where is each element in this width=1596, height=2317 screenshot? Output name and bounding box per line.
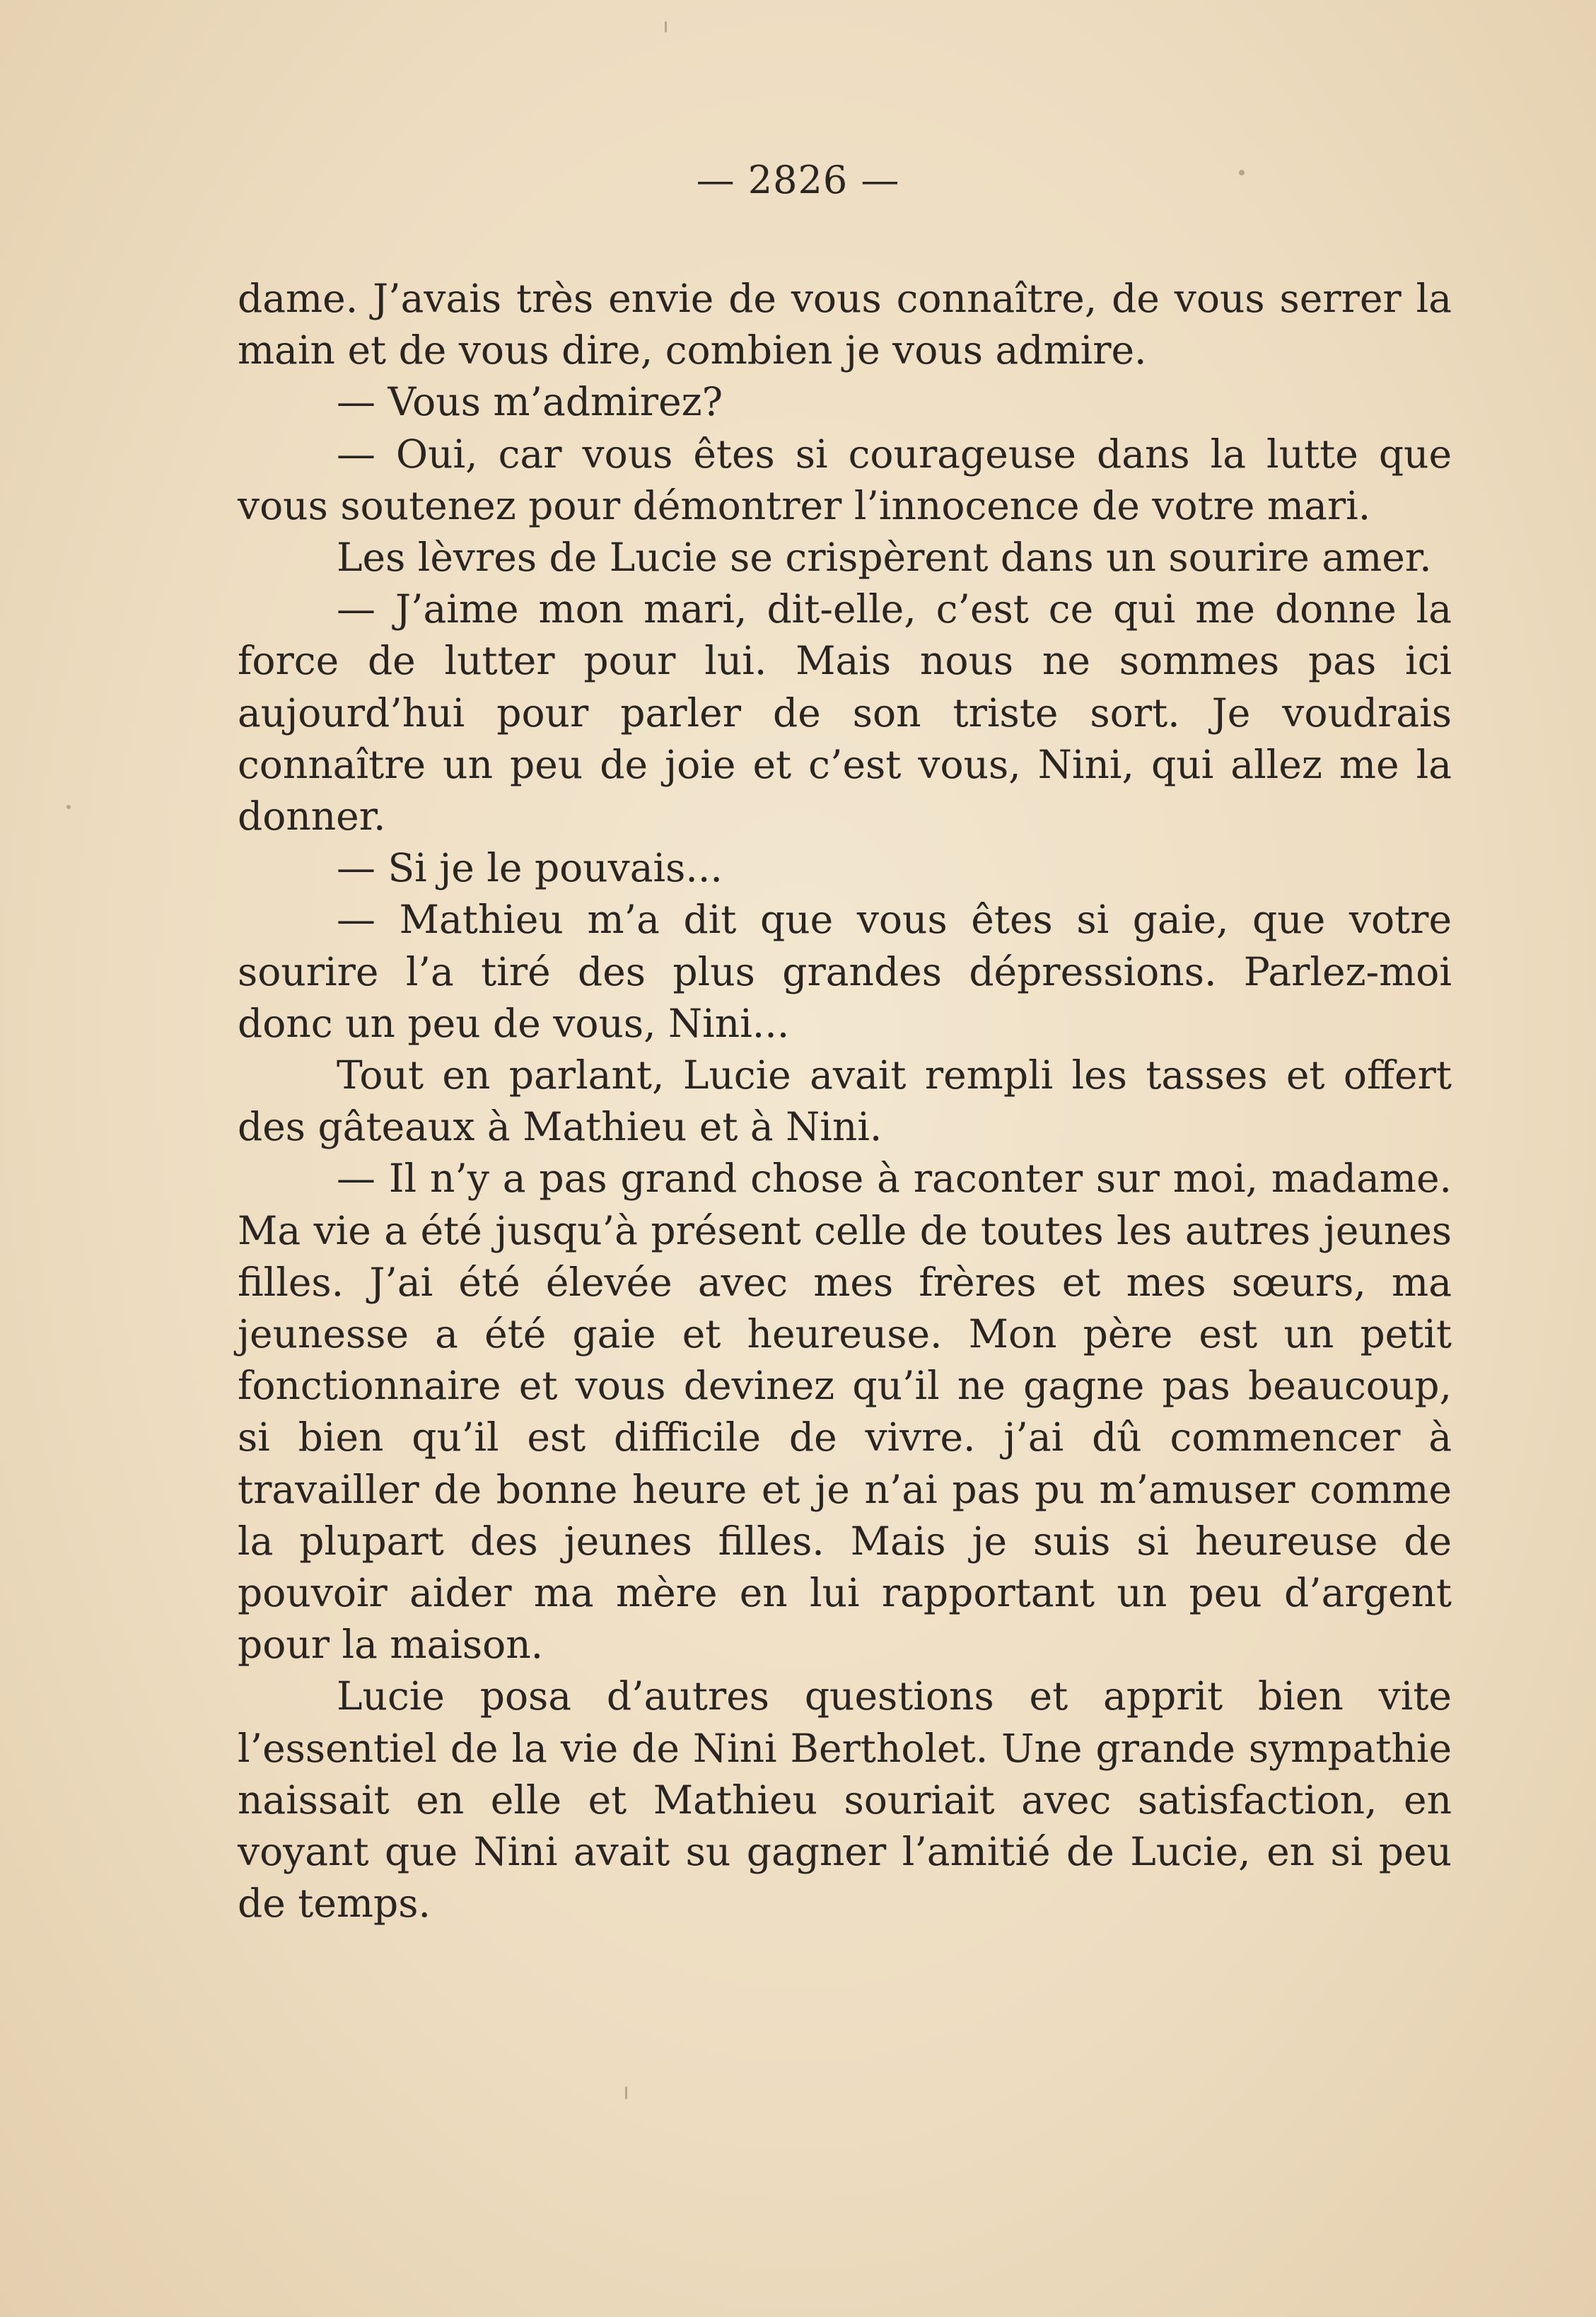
- paper-speck: [665, 21, 667, 33]
- paragraph-7: — Mathieu m’a dit que vous êtes si gaie, que votre sourire l’a tiré des plus grandes dépressions. Parlez-moi donc un peu de vous, Nini...: [238, 897, 1452, 1046]
- paragraph-4: Les lèvres de Lucie se crispèrent dans un sourire amer.: [337, 535, 1432, 581]
- paragraph-2: — Vous m’admirez?: [337, 379, 723, 425]
- paragraph-9: — Il n’y a pas grand chose à raconter sur moi, madame. Ma vie a été jusqu’à présent celle de toutes les autres jeunes filles. J’ai été élevée avec mes frères et mes sœurs, ma jeunesse a été gaie et heureuse. Mon père est un petit fonctionnaire et vous devinez qu’il ne gagne pas beaucoup, si bien qu’il est difficile de vivre. j’ai dû commencer à travailler de bonne heure et je n’ai pas pu m’amuser comme la plupart des jeunes filles. Mais je suis si heureuse de pouvoir aider ma mère en lui rapportant un peu d’argent pour la maison.: [238, 1156, 1452, 1668]
- page-number: — 2826 —: [696, 158, 900, 202]
- paragraph-5: — J’aime mon mari, dit-elle, c’est ce qui me donne la force de lutter pour lui. Mais nous ne sommes pas ici aujourd’hui pour parler de son triste sort. Je voudrais connaître un peu de joie et c’est vous, Nini, qui allez me la donner.: [238, 586, 1452, 840]
- paper-speck: [625, 2086, 627, 2099]
- paragraph-10: Lucie posa d’autres questions et apprit bien vite l’essentiel de la vie de Nini Bertholet. Une grande sympathie naissait en elle et Mathieu souriait avec satisfaction, en voyant que Nini avait su gagner l’amitié de Lucie, en si peu de temps.: [238, 1673, 1452, 1927]
- paragraph-1: dame. J’avais très envie de vous connaître, de vous serrer la main et de vous dire, combien je vous admire.: [238, 276, 1452, 373]
- paper-speck: [66, 805, 71, 809]
- paper-speck: [1239, 170, 1245, 175]
- paragraph-3: — Oui, car vous êtes si courageuse dans la lutte que vous soutenez pour démontrer l’innocence de votre mari.: [238, 431, 1452, 528]
- paragraph-6: — Si je le pouvais...: [337, 845, 723, 891]
- paragraph-8: Tout en parlant, Lucie avait rempli les tasses et offert des gâteaux à Mathieu et à Nini.: [238, 1052, 1452, 1150]
- body-text: [238, 273, 1452, 1930]
